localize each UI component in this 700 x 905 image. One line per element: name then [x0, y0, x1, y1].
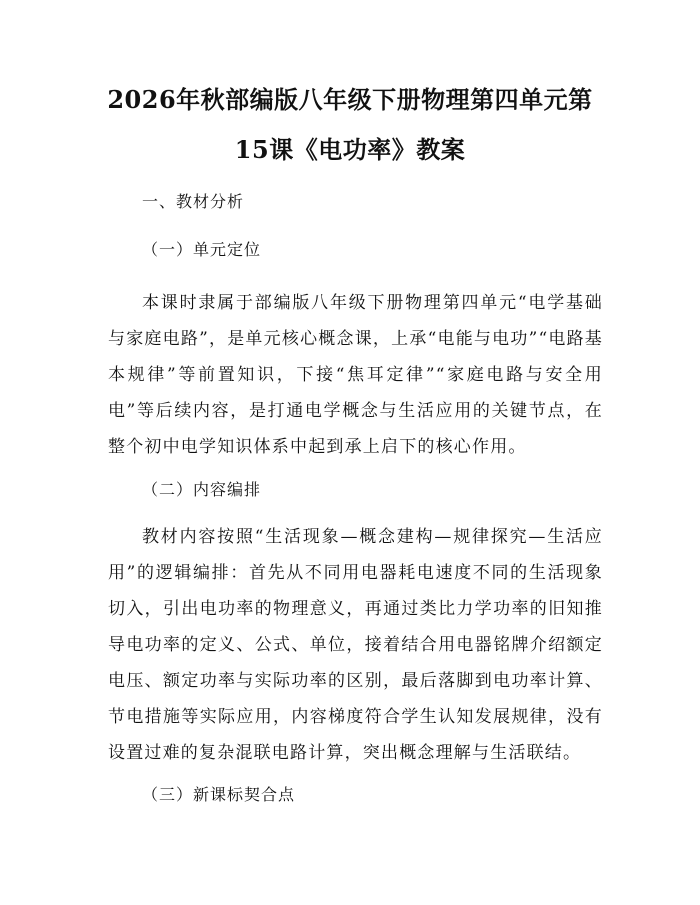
paragraph-unit-positioning: 本课时隶属于部编版八年级下册物理第四单元“电学基础与家庭电路”，是单元核心概念课，上承“电能与电功”“电路基本规律”等前置知识，下接“焦耳定律”“家庭电路与安全用电”等后续内容，是打通电学概念与生活应用的关键节点，在整个初中电学知识体系中起到承上启下的核心作用。 — [108, 293, 603, 457]
subsection-heading-curriculum-alignment: （三）新课标契合点 — [142, 785, 296, 804]
paragraph-content-arrangement: 教材内容按照“生活现象—概念建构—规律探究—生活应用”的逻辑编排：首先从不同用电器耗电速度不同的生活现象切入，引出电功率的物理意义，再通过类比力学功率的旧知推导电功率的定义、公式、单位，接着结合用电器铭牌介绍额定电压、额定功率与实际功率的区别，最后落脚到电功率计算、节电措施等实际应用，内容梯度符合学生认知发展规律，没有设置过难的复杂混联电路计算，突出概念理解与生活联结。 — [108, 527, 603, 763]
subsection-heading-content-arrangement: （二）内容编排 — [142, 480, 262, 499]
document-title-line-1: 2026年秋部编版八年级下册物理第四单元第 — [107, 85, 593, 114]
subsection-heading-unit-positioning: （一）单元定位 — [142, 240, 262, 259]
document-title-line-2: 15课《电功率》教案 — [234, 135, 466, 164]
section-heading-textbook-analysis: 一、教材分析 — [142, 192, 245, 211]
